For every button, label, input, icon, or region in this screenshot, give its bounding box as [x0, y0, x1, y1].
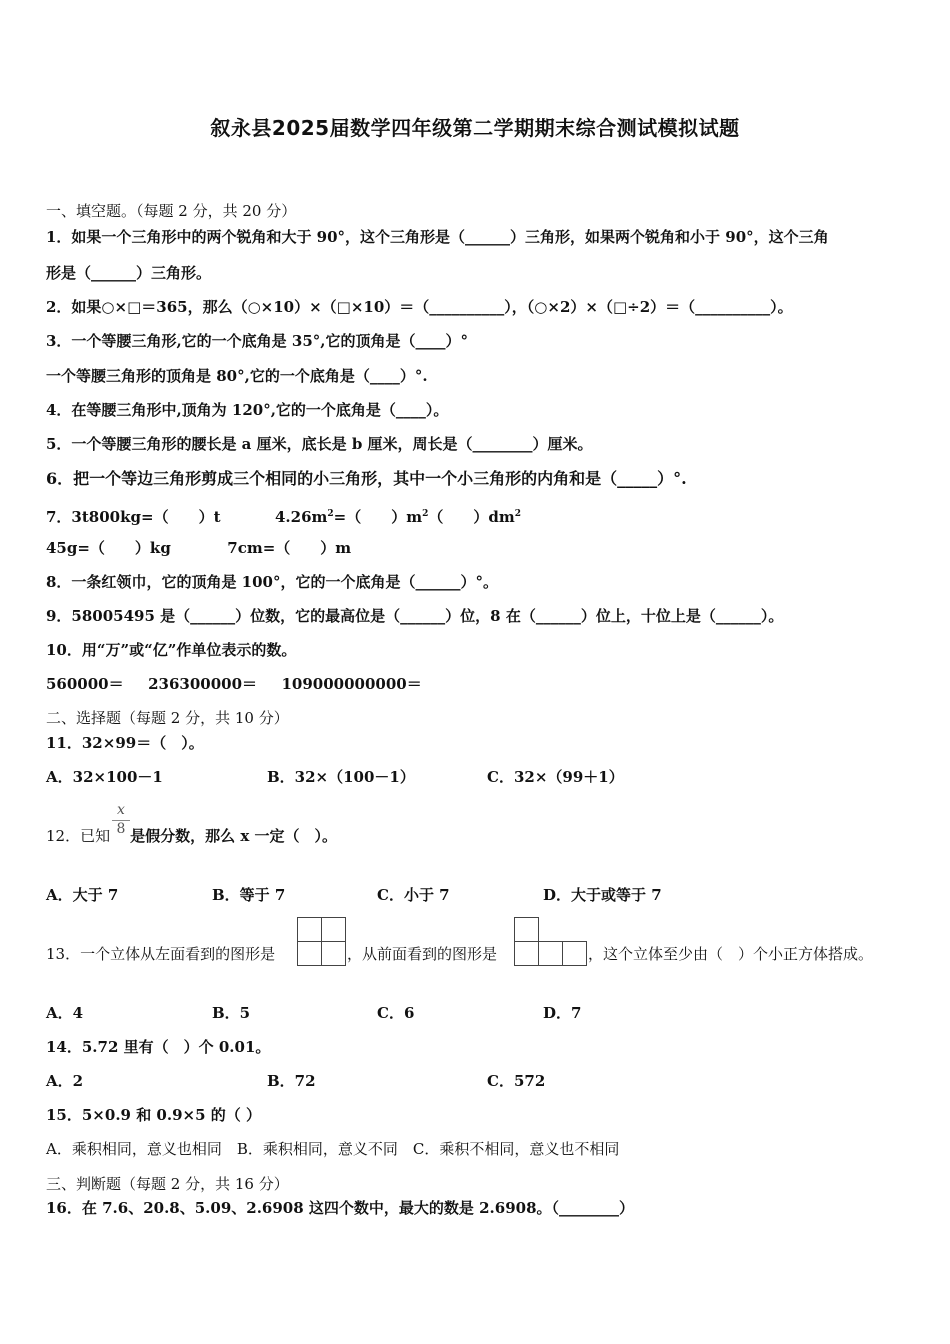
q7-ton-conversion: 7．3t800kg=（ ）t: [46, 508, 221, 526]
left-view-figure: [297, 917, 347, 967]
q15-options: A．乘积相同，意义也相同 B．乘积相同，意义不同 C．乘积不相同，意义也不相同: [46, 1140, 620, 1158]
question-7-line-1: [46, 504, 521, 527]
question-13-middle: ，从前面看到的图形是: [347, 945, 498, 963]
question-11: 11．32×99＝（ ）。: [46, 734, 204, 752]
question-14: 14．5.72 里有（ ）个 0.01。: [46, 1038, 271, 1056]
q7-area-exp: 2: [327, 509, 334, 519]
question-6: 6．把一个等边三角形剪成三个相同的小三角形，其中一个小三角形的内角和是（_____）°.: [46, 469, 687, 488]
q7-area-value: 4.26m: [274, 508, 328, 526]
q13-option-c: C．6: [377, 1004, 415, 1022]
q13-option-a: A．4: [46, 1004, 84, 1022]
q7-sq-m: =（ ）m: [333, 508, 423, 526]
question-8: 8．一条红领巾，它的顶角是 100°，它的一个底角是（______）°。: [46, 573, 498, 591]
q12-option-d: D．大于或等于 7: [543, 886, 662, 904]
question-10-items: [46, 674, 422, 694]
q12-option-b: B．等于 7: [212, 886, 286, 904]
question-16: 16．在 7.6、20.8、5.09、2.6908 这四个数中，最大的数是 2.6908。（________）: [46, 1199, 635, 1217]
q14-option-b: B．72: [267, 1072, 316, 1090]
q13-option-b: B．5: [212, 1004, 251, 1022]
question-12: [46, 826, 337, 846]
q14-option-c: C．572: [487, 1072, 546, 1090]
q12-suffix: 是假分数，那么 x 一定（ ）。: [130, 827, 337, 845]
question-13-prefix: 13．一个立体从左面看到的图形是: [46, 945, 276, 963]
q10-item-1: 560000＝: [46, 675, 124, 693]
q12-fraction: [112, 802, 130, 837]
question-3-line-1: 3．一个等腰三角形,它的一个底角是 35°,它的顶角是（____）°: [46, 332, 468, 350]
question-1-line-1: 1．如果一个三角形中的两个锐角和大于 90°，这个三角形是（______）三角形，如果两个锐角和小于 90°，这个三角: [46, 228, 829, 246]
q11-option-b: B．32×（100－1）: [267, 768, 415, 786]
q14-option-a: A．2: [46, 1072, 84, 1090]
q7-sq-dm: （ ）dm: [428, 508, 515, 526]
q12-option-a: A．大于 7: [46, 886, 119, 904]
question-1-line-2: 形是（______）三角形。: [46, 264, 212, 282]
q7-sq-m-exp: 2: [422, 509, 429, 519]
question-5: 5．一个等腰三角形的腰长是 a 厘米，底长是 b 厘米，周长是（________）厘米。: [46, 435, 593, 453]
question-13-suffix: ，这个立体至少由（ ）个小正方体搭成。: [588, 945, 874, 963]
front-view-figure: [514, 917, 588, 967]
q12-prefix: 12．已知: [46, 827, 111, 845]
q7-sq-dm-exp: 2: [514, 509, 521, 519]
question-10: 10．用“万”或“亿”作单位表示的数。: [46, 641, 297, 659]
section-judge-heading: 三、判断题（每题 2 分，共 16 分）: [46, 1175, 289, 1193]
section-choice-heading: 二、选择题（每题 2 分，共 10 分）: [46, 709, 289, 727]
page-title: 叙永县2025届数学四年级第二学期期末综合测试模拟试题: [210, 116, 740, 140]
question-2: 2．如果○×□＝365，那么（○×10）×（□×10）＝（__________），（○×2）×（□÷2）＝（__________）。: [46, 298, 793, 316]
question-7-line-2: [46, 538, 351, 558]
q13-option-d: D．7: [543, 1004, 582, 1022]
q12-fraction-denominator: 8: [116, 821, 126, 837]
question-3-line-2: 一个等腰三角形的顶角是 80°,它的一个底角是（____）°.: [46, 367, 428, 385]
question-15: 15．5×0.9 和 0.9×5 的（ ）: [46, 1106, 261, 1124]
q10-item-2: 236300000＝: [148, 675, 258, 693]
q12-option-c: C．小于 7: [377, 886, 450, 904]
q11-option-a: A．32×100－1: [46, 768, 163, 786]
q11-option-c: C．32×（99＋1）: [487, 768, 624, 786]
question-9: 9．58005495 是（______）位数，它的最高位是（______）位，8 在（______）位上，十位上是（______）。: [46, 607, 784, 625]
question-4: 4．在等腰三角形中,顶角为 120°,它的一个底角是（____）。: [46, 401, 449, 419]
section-fill-heading: 一、填空题。（每题 2 分，共 20 分）: [46, 202, 297, 220]
q10-item-3: 109000000000＝: [281, 675, 422, 693]
q7-gram-conversion: 45g=（ ）kg: [46, 539, 171, 557]
q12-fraction-numerator: x: [112, 802, 130, 821]
q7-cm-conversion: 7cm=（ ）m: [227, 539, 352, 557]
